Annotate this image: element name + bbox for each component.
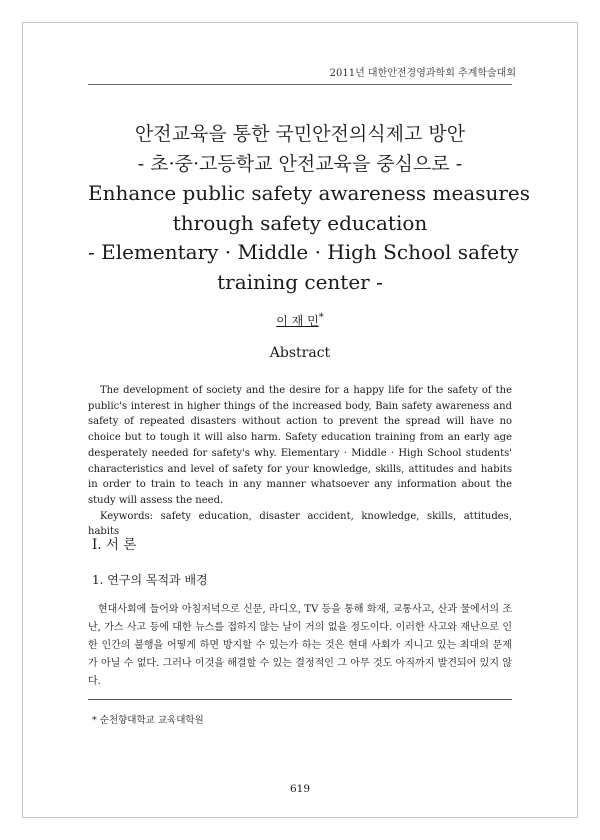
abstract-keywords: Keywords: safety education, disaster accident, knowledge, skills, attitudes, habits xyxy=(88,510,512,538)
footnote-rule xyxy=(88,699,512,700)
section-heading: Ⅰ. 서 론 xyxy=(92,537,137,553)
subsection-heading: 1. 연구의 목적과 배경 xyxy=(92,573,208,587)
abstract-heading: Abstract xyxy=(269,345,331,361)
author-line xyxy=(88,312,512,329)
title-english-line-3: - Elementary · Middle · High School safety xyxy=(88,240,519,264)
title-english-line-2: through safety education xyxy=(172,210,428,235)
header-rule xyxy=(88,84,512,85)
author-footnote-mark: * xyxy=(318,312,324,323)
paper-title xyxy=(88,120,531,297)
running-header: 2011년 대한안전경영과학회 추계학술대회 xyxy=(329,68,516,79)
footnote: * 순천향대학교 교육대학원 xyxy=(92,715,204,726)
title-english-line-1: Enhance public safety awareness measures xyxy=(88,181,531,205)
page-number: 619 xyxy=(289,783,311,795)
abstract-block xyxy=(88,383,512,540)
abstract-body: The development of society and the desire for a happy life for the safety of the public's interest in higher things of the increased body, Bain safety awareness and safety of repeated disasters without action to prevent the spread will have no choice but to tough it will also harm. Safety education training from an early age desperately needed for safety's why. Elementary · Middle · High School students' characteristics and level of safety for your knowledge, skills, attitudes and habits in order to train to teach in any manner whatsoever any information about the study will assess the need. xyxy=(88,385,512,506)
title-english-line-4: training center - xyxy=(217,269,383,294)
title-korean-line-2: - 초·중·고등학교 안전교육을 중심으로 - xyxy=(137,152,463,175)
body-paragraph: 현대사회에 들어와 아침저녁으로 신문, 라디오, TV 등을 통해 화재, 교통사고, 산과 물에서의 조난, 가스 사고 등에 대한 뉴스를 접하지 않는 날이 거의 없을 정도이다. 이러한 사고와 재난으로 인한 인간의 불행을 어떻게 하면 방지할 수 있는가 하는 것은 현대 사회가 지니고 있는 최대의 문제가 아닐 수 없다. 그러나 이것을 해결할 수 있는 결정적인 그 아무 것도 아직까지 발견되어 있지 않다. xyxy=(88,604,512,687)
author-name: 이 재 민 xyxy=(276,314,319,328)
title-korean-line-1: 안전교육을 통한 국민안전의식제고 방안 xyxy=(134,123,466,145)
